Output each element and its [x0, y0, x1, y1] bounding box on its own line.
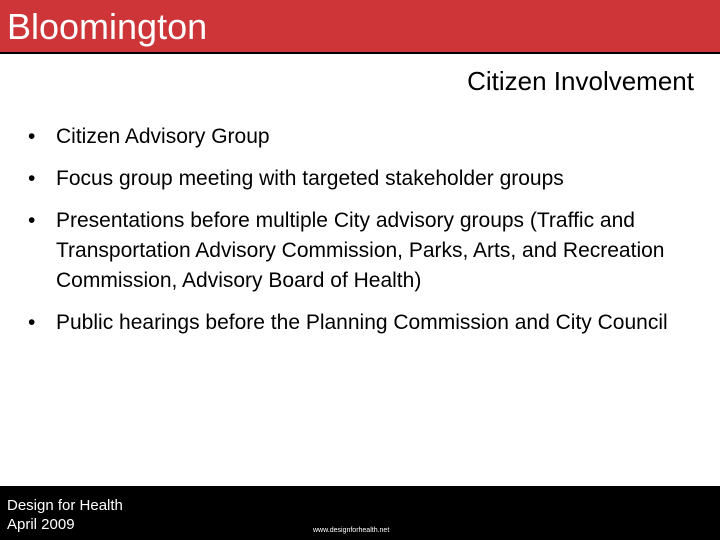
title-bar [0, 0, 720, 54]
footer-bar [0, 486, 720, 540]
footer-organization: Design for Health [7, 497, 123, 514]
bullet-dot-icon: • [28, 125, 36, 148]
slide-subtitle: Citizen Involvement [467, 66, 694, 96]
bullet-item [28, 308, 698, 338]
bullet-item [28, 206, 698, 296]
bullet-dot-icon: • [28, 311, 36, 334]
bullet-dot-icon: • [28, 209, 36, 232]
bullet-list [28, 122, 698, 350]
footer-url: www.designforhealth.net [313, 527, 390, 534]
bullet-text: Citizen Advisory Group [56, 125, 270, 148]
bullet-item [28, 122, 698, 152]
slide-title: Bloomington [7, 6, 208, 47]
bullet-text: Focus group meeting with targeted stakeholder groups [56, 167, 564, 190]
bullet-dot-icon: • [28, 167, 36, 190]
footer-date: April 2009 [7, 516, 75, 533]
bullet-item [28, 164, 698, 194]
bullet-text: Presentations before multiple City advisory groups (Traffic and Transportation Advisory Commission, Parks, Arts, and Recreation Commission, Advisory Board of Health) [56, 209, 665, 292]
bullet-text: Public hearings before the Planning Commission and City Council [56, 311, 668, 334]
